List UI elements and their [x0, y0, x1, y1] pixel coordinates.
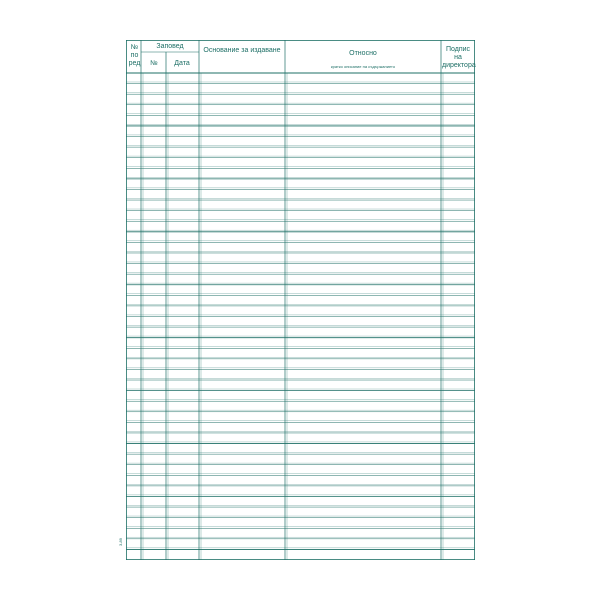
header-order-no: № — [150, 60, 158, 67]
header-regarding: Относно — [349, 50, 377, 57]
form-code: 3-89 — [118, 537, 123, 546]
header-regarding-sub: кратко описание на съдържанието — [330, 64, 396, 69]
header-order-group: Заповед — [156, 43, 184, 50]
header-basis: Основание за издаване — [203, 47, 281, 54]
register-outer-border — [126, 40, 474, 559]
header-signature: Подпис на директора — [442, 46, 476, 70]
header-order-date: Дата — [174, 60, 190, 67]
register-sheet — [126, 40, 475, 560]
header-row-no: № по ред — [128, 44, 141, 68]
register-grid — [126, 40, 475, 560]
